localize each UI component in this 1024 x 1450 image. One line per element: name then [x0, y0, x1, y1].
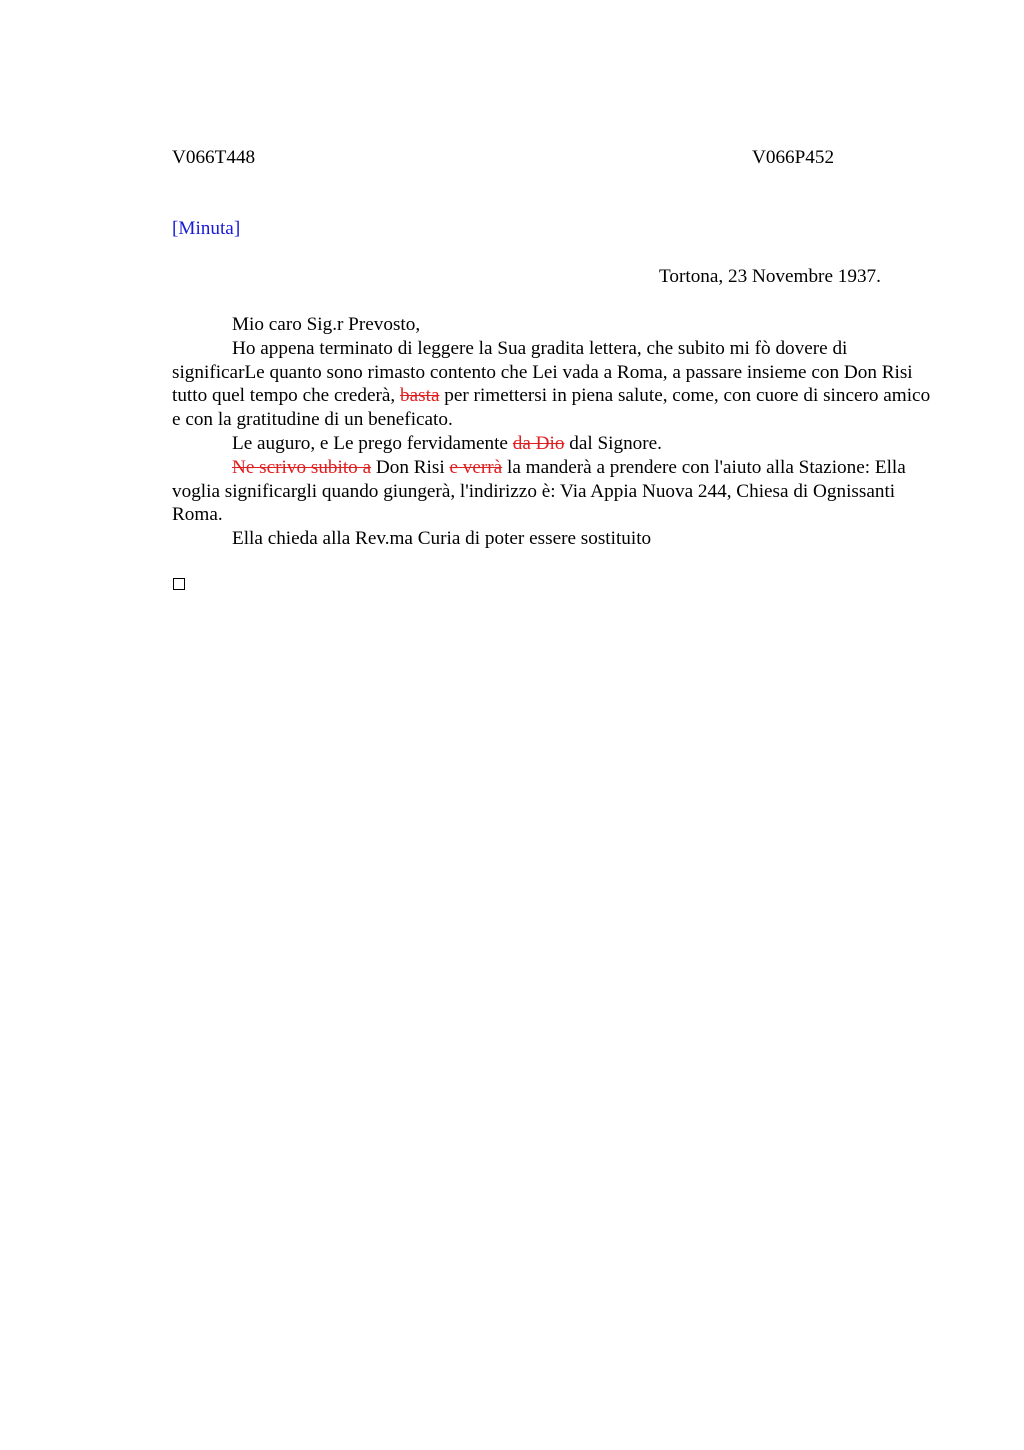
document-code-right: V066P452 [752, 147, 835, 168]
deleted-phrase: Ne scrivo subito a [232, 456, 372, 478]
paragraph-4 [172, 527, 932, 551]
deleted-word: basta [400, 385, 440, 407]
paragraph-1-text-b: per rimettersi in piena salute, come, con cuore di sincero amico e con la gratitudine di un beneficato. [172, 385, 931, 431]
deleted-word: da Dio [512, 432, 565, 454]
letter-date: Tortona, 23 Novembre 1937. [659, 266, 881, 287]
paragraph-2 [172, 432, 932, 456]
draft-note: [Minuta] [172, 218, 241, 239]
paragraph-3 [172, 456, 932, 527]
salutation-text: Mio caro Sig.r Prevosto, [232, 314, 421, 335]
letter-body [172, 313, 932, 551]
paragraph-1 [172, 337, 932, 432]
deleted-phrase: e verrà [449, 456, 503, 478]
paragraph-3-text-b: la manderà a prendere con l'aiuto alla Stazione: Ella voglia significargli quando giungerà, l'indirizzo è: Via Appia Nuova 244, Chiesa di Ognissanti Roma. [172, 456, 906, 526]
checkbox-square-icon [173, 578, 185, 590]
paragraph-2-text-b: dal Signore. [564, 432, 662, 454]
paragraph-4-text: Ella chieda alla Rev.ma Curia di poter essere sostituito [232, 528, 652, 550]
paragraph-3-text-a: Don Risi [371, 456, 450, 478]
salutation [172, 313, 932, 337]
document-code-left: V066T448 [172, 147, 256, 168]
paragraph-2-text-a: Le auguro, e Le prego fervidamente [232, 432, 513, 454]
paragraph-1-text-a: Ho appena terminato di leggere la Sua gradita lettera, che subito mi fò dovere di significarLe quanto sono rimasto contento che Lei vada a Roma, a passare insieme con Don Risi tutto quel tempo che crederà, [172, 337, 913, 407]
